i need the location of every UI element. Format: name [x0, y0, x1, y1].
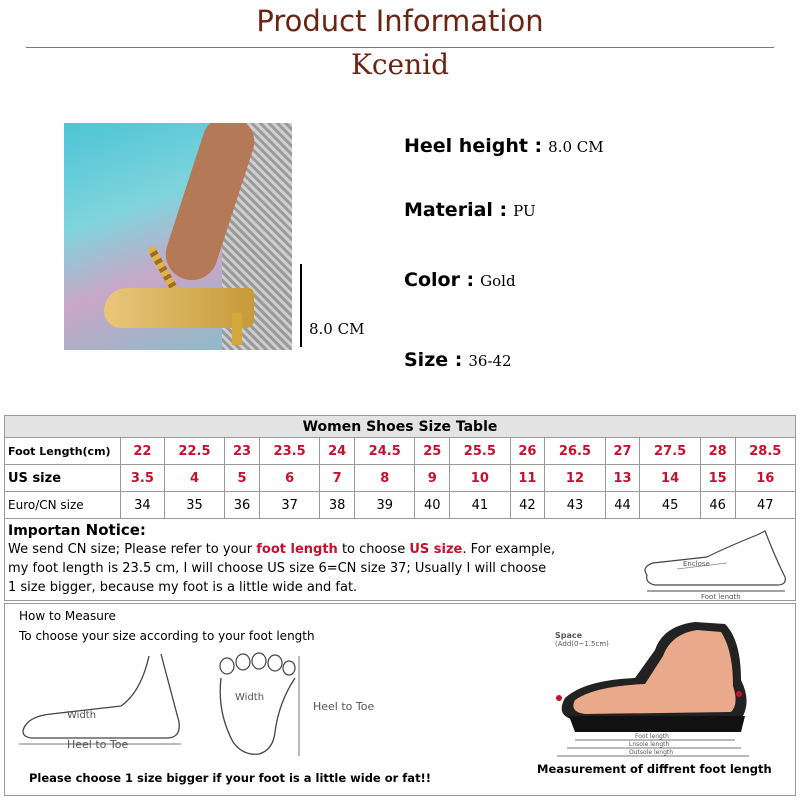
heel-height-mark-label: 8.0 CM	[309, 320, 365, 338]
size-table	[4, 415, 796, 519]
foot-length-cell: 23	[225, 438, 260, 465]
foot-length-cell: 27	[605, 438, 640, 465]
diff-length-caption: Measurement of diffrent foot length	[537, 762, 772, 776]
spec-size	[404, 349, 512, 371]
outsole-length-label: Outsole length	[629, 749, 674, 756]
spec-label: Heel height :	[404, 135, 543, 157]
foot-length-cell: 24.5	[355, 438, 415, 465]
us-size-cell: 7	[320, 465, 355, 492]
foot-length-cell: 24	[320, 438, 355, 465]
how-to-measure-panel	[4, 603, 796, 796]
euro-size-cell: 37	[259, 492, 319, 519]
spec-value: 36-42	[468, 352, 512, 370]
row-label: Euro/CN size	[5, 492, 121, 519]
notice-line-3: 1 size bigger, because my foot is a little wide and fat.	[8, 580, 358, 595]
top-width-label: Width	[235, 692, 265, 703]
side-width-label: Width	[67, 710, 97, 721]
foot-length-cell: 22	[121, 438, 165, 465]
product-photo	[64, 123, 292, 350]
euro-size-cell: 42	[510, 492, 545, 519]
shoe-length-diagram-icon	[545, 620, 785, 760]
space-title: Space	[555, 631, 583, 640]
us-size-cell: 12	[545, 465, 605, 492]
size-table-title: Women Shoes Size Table	[5, 416, 796, 438]
foot-length-diagram-label: Foot length	[635, 733, 669, 740]
foot-length-cell: 26	[510, 438, 545, 465]
foot-length-cell: 28	[700, 438, 735, 465]
top-heel-to-toe-label: Heel to Toe	[313, 700, 375, 713]
euro-size-cell: 41	[450, 492, 510, 519]
notice-title-a: Importan	[8, 523, 81, 539]
foot-outline-icon	[637, 527, 797, 599]
measure-heading: How to Measure	[19, 609, 116, 623]
foot-top-view-icon	[213, 652, 403, 762]
foot-length-cell: 26.5	[545, 438, 605, 465]
spec-label: Color :	[404, 269, 475, 291]
spec-value: Gold	[480, 272, 516, 290]
us-size-cell: 6	[259, 465, 319, 492]
euro-size-cell: 47	[735, 492, 795, 519]
us-size-cell: 8	[355, 465, 415, 492]
space-range: (Add(0~1.5cm)	[555, 640, 609, 648]
foot-enclose-label: Enclose	[683, 560, 710, 568]
spec-heel-height	[404, 135, 604, 157]
spec-label: Material :	[404, 199, 508, 221]
euro-size-cell: 34	[121, 492, 165, 519]
notice-line-1	[8, 540, 638, 559]
page-title: Product Information	[256, 4, 544, 38]
notice-title	[8, 521, 146, 539]
spec-material	[404, 199, 536, 221]
us-size-cell: 4	[164, 465, 224, 492]
foot-length-row	[5, 438, 796, 465]
foot-side-view-icon	[11, 652, 191, 752]
notice-text	[8, 540, 638, 597]
insole-length-label: Lnsole length	[629, 741, 670, 748]
notice-title-b: Notice:	[80, 521, 146, 539]
row-label: US size	[5, 465, 121, 492]
row-label: Foot Length(cm)	[5, 438, 121, 465]
us-size-cell: 15	[700, 465, 735, 492]
notice-highlight-us-size: US size	[409, 542, 463, 557]
spec-value: 8.0 CM	[548, 138, 604, 156]
euro-size-cell: 38	[320, 492, 355, 519]
side-heel-to-toe-label: Heel to Toe	[67, 738, 129, 751]
foot-length-cell: 28.5	[735, 438, 795, 465]
us-size-cell: 10	[450, 465, 510, 492]
us-size-cell: 11	[510, 465, 545, 492]
foot-length-cell: 23.5	[259, 438, 319, 465]
euro-size-cell: 45	[640, 492, 700, 519]
important-notice	[4, 519, 796, 601]
brand-name: Kcenid	[350, 48, 450, 81]
notice-text-c: . For example,	[462, 542, 556, 557]
spec-label: Size :	[404, 349, 463, 371]
euro-size-cell: 40	[415, 492, 450, 519]
notice-highlight-foot-length: foot length	[256, 542, 338, 557]
us-size-cell: 3.5	[121, 465, 165, 492]
measure-bottom-note: Please choose 1 size bigger if your foot is a little wide or fat!!	[29, 771, 432, 785]
spec-color	[404, 269, 516, 291]
notice-line-2: my foot length is 23.5 cm, I will choose US size 6=CN size 37; Usually I will choose	[8, 561, 547, 576]
euro-size-cell: 43	[545, 492, 605, 519]
foot-length-label: Foot length	[701, 593, 741, 599]
notice-text-b: to choose	[337, 542, 410, 557]
euro-size-row	[5, 492, 796, 519]
foot-length-cell: 25.5	[450, 438, 510, 465]
us-size-cell: 5	[225, 465, 260, 492]
foot-length-cell: 22.5	[164, 438, 224, 465]
us-size-cell: 14	[640, 465, 700, 492]
foot-length-cell: 25	[415, 438, 450, 465]
euro-size-cell: 44	[605, 492, 640, 519]
heel-height-marker	[300, 264, 302, 347]
euro-size-cell: 36	[225, 492, 260, 519]
euro-size-cell: 39	[355, 492, 415, 519]
us-size-cell: 9	[415, 465, 450, 492]
foot-length-cell: 27.5	[640, 438, 700, 465]
us-size-row	[5, 465, 796, 492]
measure-subheading: To choose your size according to your foot length	[19, 629, 315, 643]
euro-size-cell: 35	[164, 492, 224, 519]
us-size-cell: 16	[735, 465, 795, 492]
euro-size-cell: 46	[700, 492, 735, 519]
spec-value: PU	[513, 202, 536, 220]
notice-text-a: We send CN size; Please refer to your	[8, 542, 257, 557]
photo-heel	[232, 313, 242, 345]
us-size-cell: 13	[605, 465, 640, 492]
